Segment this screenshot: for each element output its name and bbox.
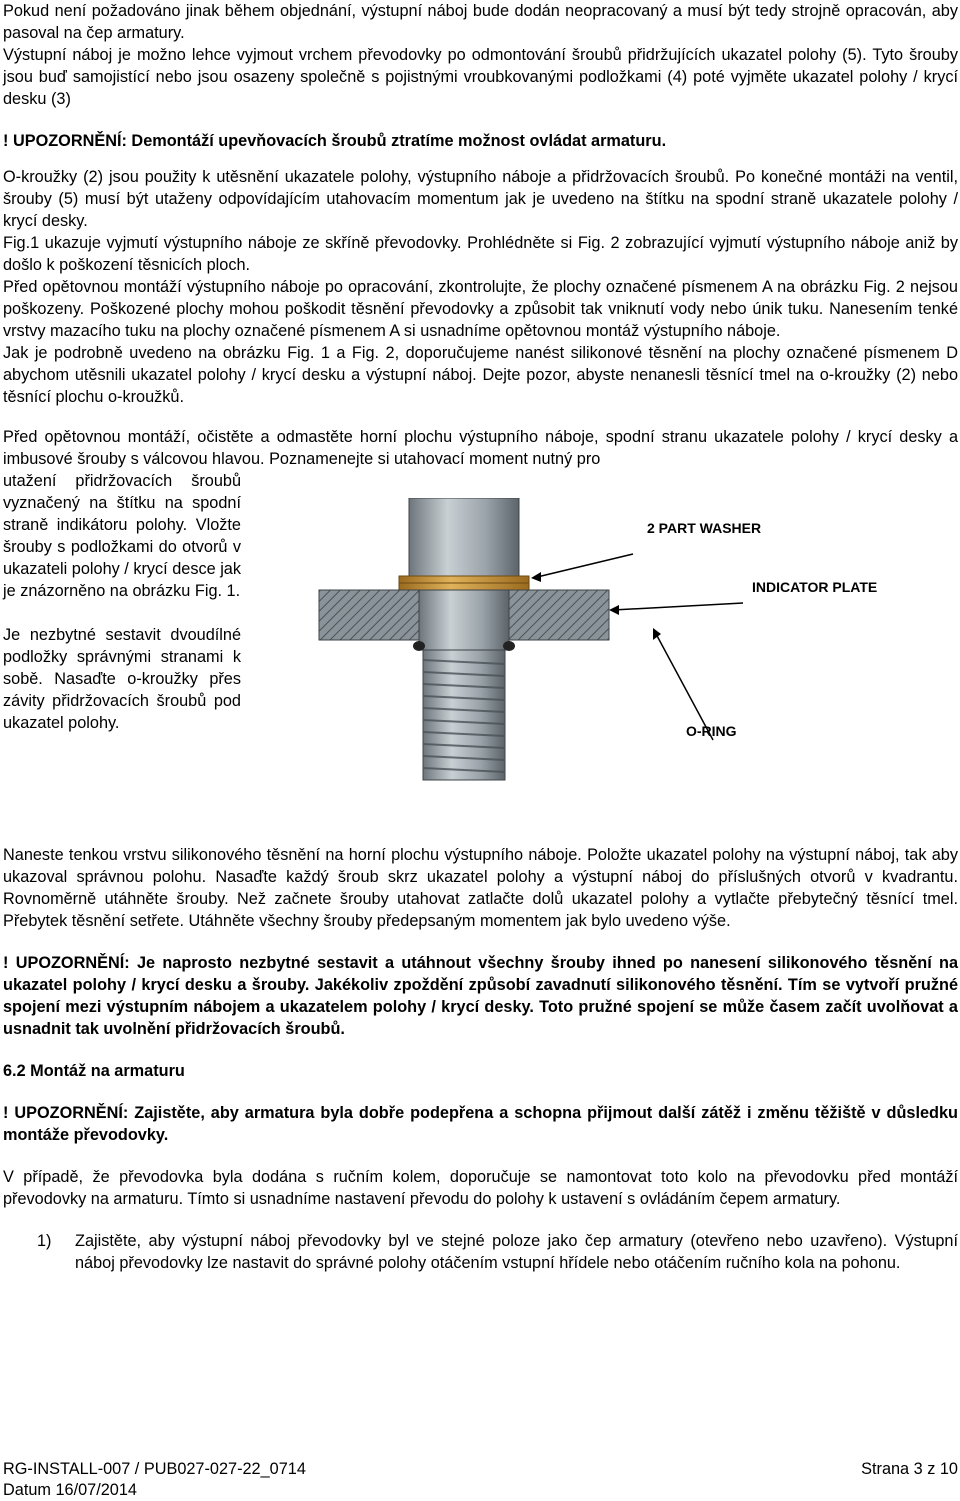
bolt-insert-paragraph: utažení přidržovacích šroubů vyznačený na štítku na spodní straně indikátoru polohy. Vložte šrouby s podložkami do otvorů v ukazateli polohy / krycí desce jak je znázorněno na obrázku Fig. 1.: [3, 472, 242, 600]
indicator-plate-right: [509, 590, 609, 640]
bolt-shank: [419, 590, 509, 650]
page-footer: [3, 1459, 958, 1501]
section-heading: 6.2 Montáž na armaturu: [3, 1062, 185, 1080]
label-2-part-washer: 2 PART WASHER: [647, 520, 762, 536]
plate-arrow: [613, 603, 743, 610]
surfaces-a-paragraph: Před opětovnou montáží výstupního náboje po opracování, zkontrolujte, že plochy označené písmenem A na obrázku Fig. 2 nejsou poškozeny. Poškozené plochy mohou poškodit těsnění převodovky a způsobit tak vniknutí vody nebo únik tuku. Nanesením tenké vrstvy mazacího tuku na plochy označené písmenem A si usnadníme opětovnou montáž výstupního náboje.: [3, 278, 958, 340]
label-o-ring: O-RING: [686, 723, 737, 739]
warning-tighten: ! UPOZORNĚNÍ: Je naprosto nezbytné sestavit a utáhnout všechny šrouby ihned po nanesení silikonového těsnění na ukazatel polohy / krycí desku a šrouby. Jakékoliv zpoždění způsobí zavadnutí silikonového těsnění. Tím se vytvoří pružné spojení mezi výstupním nábojem a ukazatelem polohy / krycí desky. Toto pružné spojení se může časem začít uvolňovat a usnadnit tak uvolnění přidržovacích šroubů.: [3, 954, 958, 1038]
footer-page-number: Strana 3 z 10: [861, 1460, 958, 1478]
list-item: Zajistěte, aby výstupní náboj převodovky byl ve stejné poloze jako čep armatury (otevřeno nebo uzavřeno). Výstupní náboj převodovky lze nastavit do správné polohy otáčením vstupní hřídele nebo otáčením ručního kola na pohonu.: [75, 1232, 958, 1272]
bolt-thread: [423, 650, 505, 780]
document-page: [3, 0, 958, 1274]
handwheel-paragraph: V případě, že převodovka byla dodána s ručním kolem, doporučuje se namontovat toto kolo na převodovku před montáží převodovky na armaturu. Tímto si usnadníme nastavení převodu do polohy k ustavení s ovládáním čepem armatury.: [3, 1168, 958, 1208]
warning-support: ! UPOZORNĚNÍ: Zajistěte, aby armatura byla dobře podepřena a schopna přijmout další zátěž i změnu těžiště v důsledku montáže převodovky.: [3, 1104, 958, 1144]
footer-doc-id: RG-INSTALL-007 / PUB027-027-22_0714: [3, 1460, 306, 1478]
indicator-plate-left: [319, 590, 419, 640]
fig-paragraph: Fig.1 ukazuje vyjmutí výstupního náboje ze skříně převodovky. Prohlédněte si Fig. 2 zobrazující vyjmutí výstupního náboje aniž by došlo k poškození těsnicích ploch.: [3, 234, 958, 274]
figure-side-text: [3, 470, 241, 734]
label-indicator-plate: INDICATOR PLATE: [752, 579, 878, 595]
washer-paragraph: Je nezbytné sestavit dvoudílné podložky správnými stranami k sobě. Nasaďte o-kroužky přes závity přidržovacích šroubů pod ukazatel polohy.: [3, 626, 241, 732]
silicone-d-paragraph: Jak je podrobně uvedeno na obrázku Fig. 1 a Fig. 2, doporučujeme nanést silikonové těsnění na plochy označené písmenem D abychom utěsnili ukazatel polohy / krycí desku a výstupní náboj. Dejte pozor, abyste nenanesli těsnící tmel na o-kroužky (2) nebo těsnící plochu o-kroužků.: [3, 344, 958, 406]
warning-dismount: ! UPOZORNĚNÍ: Demontáží upevňovacích šroubů ztratíme možnost ovládat armaturu.: [3, 132, 667, 150]
bolt-assembly-figure: [303, 498, 960, 848]
list-number: 1): [37, 1232, 52, 1250]
figure-section: [3, 470, 958, 844]
footer-date: Datum 16/07/2014: [3, 1481, 137, 1499]
bolt-assembly-drawing: [303, 498, 960, 848]
intro-paragraph-2: Výstupní náboj je možno lehce vyjmout vrchem převodovky po odmontování šroubů přidržujících ukazatel polohy (5). Tyto šrouby jsou buď samojistící nebo jsou osazeny společně s pojistnými vroubkovanými podložkami (4) poté vyjměte ukazatel polohy / krycí desku (3): [3, 46, 958, 108]
washer-arrow: [533, 554, 633, 578]
instruction-list: [3, 1230, 958, 1274]
oring-paragraph: O-kroužky (2) jsou použity k utěsnění ukazatele polohy, výstupního náboje a přidržovacích šroubů. Po konečné montáži na ventil, šrouby (5) musí být utaženy odpovídajícím utahovacím momentum jak je uvedeno na štítku na spodní straně ukazatele polohy / krycí desky.: [3, 168, 958, 230]
intro-paragraph-1: Pokud není požadováno jinak během objednání, výstupní náboj bude dodán neopracovaný a musí být tedy strojně opracován, aby pasoval na čep armatury.: [3, 2, 958, 42]
apply-silicone-paragraph: Naneste tenkou vrstvu silikonového těsnění na horní plochu výstupního náboje. Položte ukazatel polohy na výstupní náboj, tak aby ukazoval správnou polohu. Nasaďte každý šroub skrz ukazatel polohy a výstupní náboj do příslušných otvorů v kvadrantu. Rovnoměrně utáhněte šrouby. Než začnete šrouby utahovat zatlačte dolů ukazatel polohy a vytlačte přebytečný těsnící tmel. Přebytek těsnění setřete. Utáhněte všechny šrouby předepsaným momentem jak bylo uvedeno výše.: [3, 846, 958, 930]
cleaning-paragraph: Před opětovnou montáží, očistěte a odmastěte horní plochu výstupního náboje, spodní stranu ukazatele polohy / krycí desky a imbusové šrouby s válcovou hlavou. Poznamenejte si utahovací moment nutný pro: [3, 428, 958, 468]
bolt-head: [409, 498, 519, 576]
